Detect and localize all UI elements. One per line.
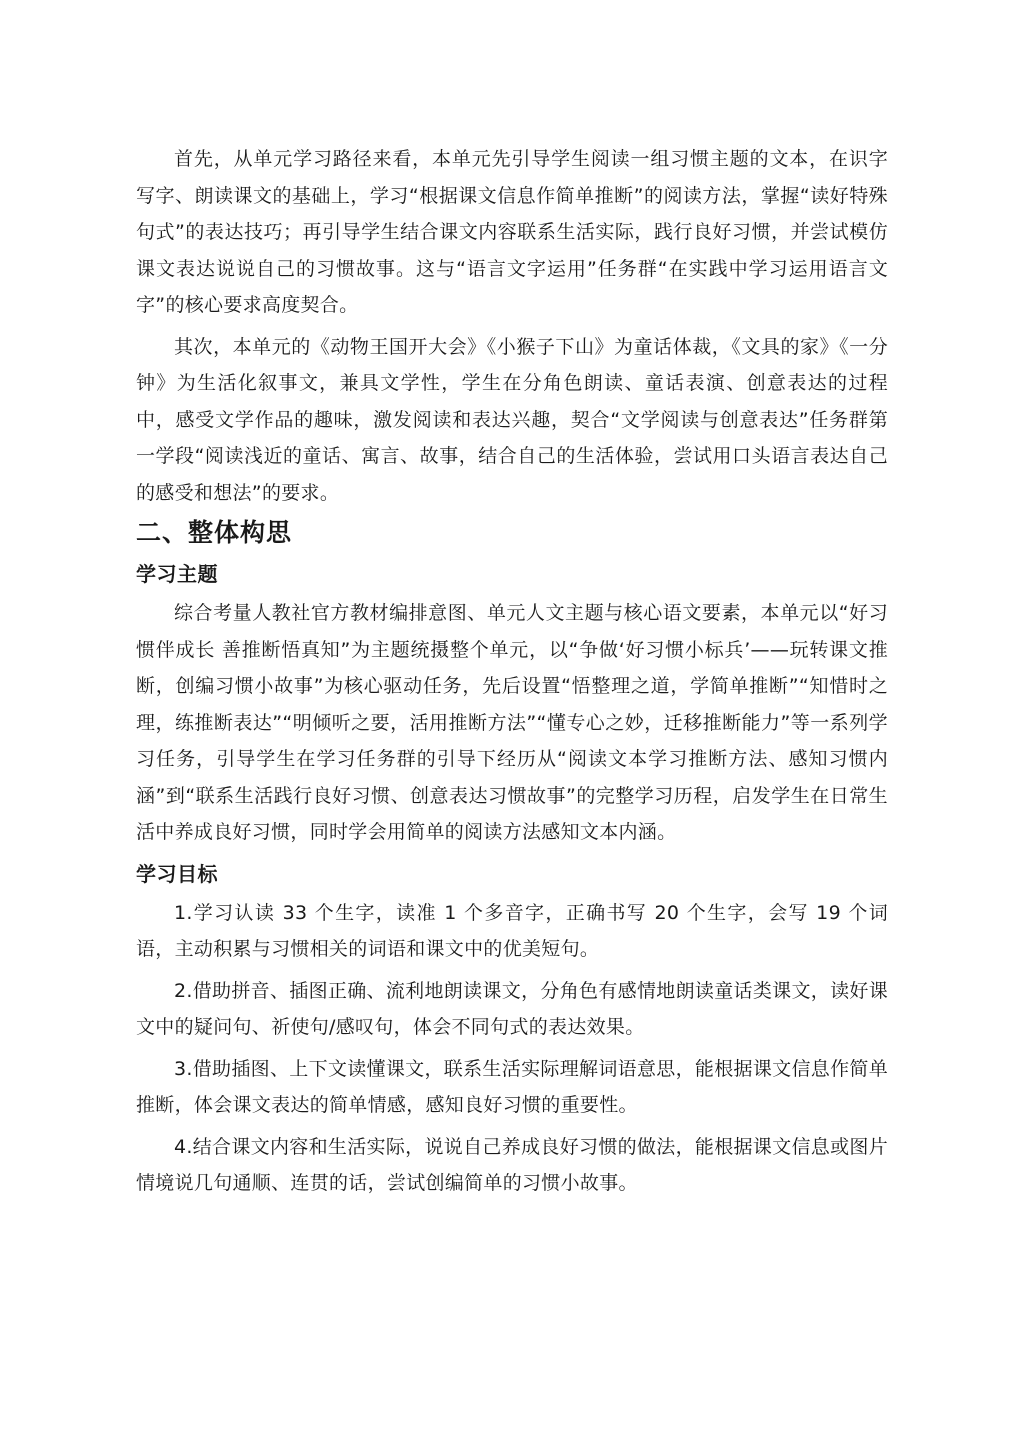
goal-item-1: 1.学习认读 33 个生字，读准 1 个多音字，正确书写 20 个生字，会写 19 个词语，主动积累与习惯相关的词语和课文中的优美短句。 — [136, 901, 888, 960]
goal-item-4: 4.结合课文内容和生活实际，说说自己养成良好习惯的做法，能根据课文信息或图片情境说几句通顺、连贯的话，尝试创编简单的习惯小故事。 — [136, 1135, 888, 1194]
goal-item-2: 2.借助拼音、插图正确、流利地朗读课文，分角色有感情地朗读童话类课文，读好课文中的疑问句、祈使句/感叹句，体会不同句式的表达效果。 — [136, 979, 888, 1038]
intro-paragraph-2: 其次，本单元的《动物王国开大会》《小猴子下山》为童话体裁，《文具的家》《一分钟》为生活化叙事文，兼具文学性，学生在分角色朗读、童话表演、创意表达的过程中，感受文学作品的趣味，激发阅读和表达兴趣，契合“文学阅读与创意表达”任务群第一学段“阅读浅近的童话、寓言、故事，结合自己的生活体验，尝试用口头语言表达自己的感受和想法”的要求。 — [136, 335, 888, 504]
goal-item-3: 3.借助插图、上下文读懂课文，联系生活实际理解词语意思，能根据课文信息作简单推断，体会课文表达的简单情感，感知良好习惯的重要性。 — [136, 1057, 888, 1116]
goals-heading: 学习目标 — [136, 861, 218, 886]
document-page — [136, 141, 888, 1202]
theme-paragraph: 综合考量人教社官方教材编排意图、单元人文主题与核心语文要素，本单元以“好习惯伴成长 善推断悟真知”为主题统摄整个单元，以“争做‘好习惯小标兵’——玩转课文推断，创编习惯小故事”为核心驱动任务，先后设置“悟整理之道，学简单推断”“知惜时之理，练推断表达”“明倾听之要，活用推断方法”“懂专心之妙，迁移推断能力”等一系列学习任务，引导学生在学习任务群的引导下经历从“阅读文本学习推断方法、感知习惯内涵”到“联系生活践行良好习惯、创意表达习惯故事”的完整学习历程，启发学生在日常生活中养成良好习惯，同时学会用简单的阅读方法感知文本内涵。 — [136, 602, 888, 843]
intro-paragraph-1: 首先，从单元学习路径来看，本单元先引导学生阅读一组习惯主题的文本，在识字写字、朗读课文的基础上，学习“根据课文信息作简单推断”的阅读方法，掌握“读好特殊句式”的表达技巧；再引导学生结合课文内容联系生活实际，践行良好习惯，并尝试模仿课文表达说说自己的习惯故事。这与“语言文字运用”任务群“在实践中学习运用语言文字”的核心要求高度契合。 — [136, 148, 888, 316]
intro-section — [136, 141, 888, 511]
section-heading: 二、整体构思 — [136, 518, 293, 547]
theme-heading: 学习主题 — [136, 562, 218, 586]
